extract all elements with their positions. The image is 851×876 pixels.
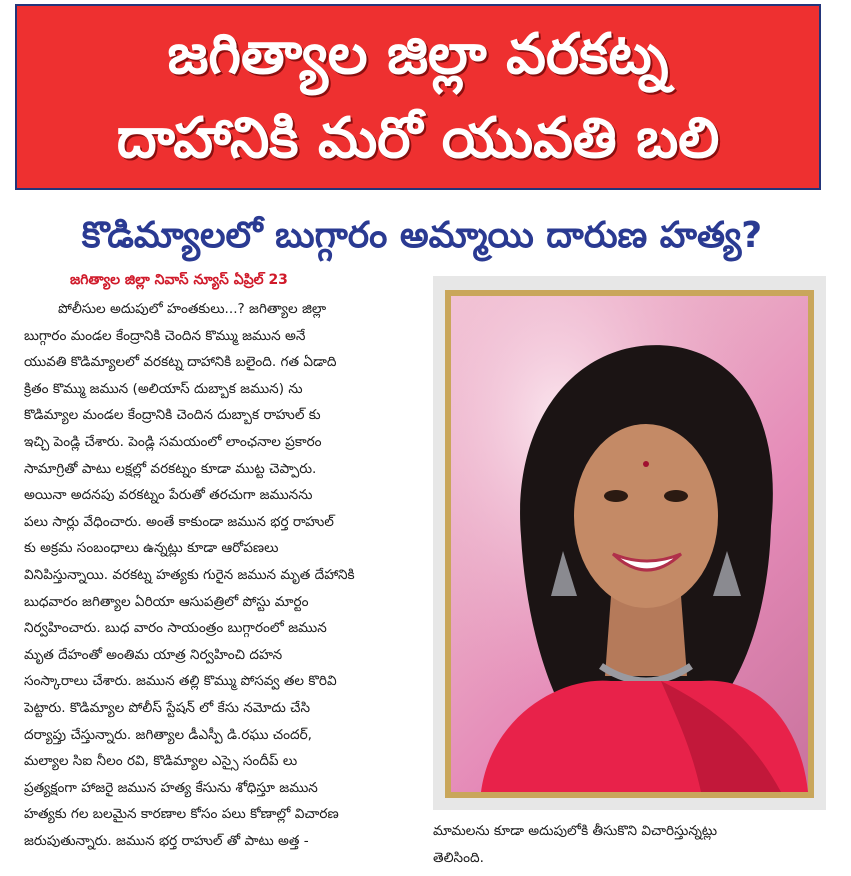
body-line: అయినా అదనపు వరకట్నం పేరుతో తరచుగా జమునను — [24, 487, 313, 504]
body-line: పోలీసుల అదుపులో హంతకులు...? జగిత్యాల జిల్లా — [58, 301, 327, 317]
body-line: మృత దేహంతో అంతిమ యాత్ర నిర్వహించి దహన — [24, 646, 283, 663]
body-line: ఇచ్చి పెండ్లి చేశారు. పెండ్లి సమయంలో లాంఛనాల ప్రకారం — [24, 433, 322, 450]
body-line: బుధవారం జగిత్యాల ఏరియా ఆసుపత్రిలో పోస్టు మార్టం — [24, 593, 309, 610]
article-continuation — [433, 818, 826, 871]
photo-frame — [433, 276, 826, 810]
article-body — [24, 296, 424, 854]
body-line: దర్యాప్తు చేస్తున్నారు. జగిత్యాల డీఎస్పీ డి.రఘు చందర్, — [24, 726, 312, 743]
body-line: బుగ్గారం మండల కేంద్రానికి చెందిన కొమ్ము జమున అనే — [24, 327, 306, 344]
dateline: జగిత్యాల జిల్లా నివాస్ న్యూస్ ఏప్రిల్ 23 — [70, 272, 288, 288]
portrait-illustration — [451, 296, 808, 792]
caption-line: తెలిసింది. — [433, 849, 484, 866]
caption-line: మామలను కూడా అదుపులోకి తీసుకొని విచారిస్తున్నట్లు — [433, 823, 718, 839]
body-line: సామాగ్రితో పాటు లక్షల్లో వరకట్నం కూడా ముట్ట చెప్పారు. — [24, 460, 317, 477]
headline-banner — [15, 4, 821, 190]
subheadline: కొడిమ్యాలలో బుగ్గారం అమ్మాయి దారుణ హత్య? — [81, 215, 763, 256]
portrait-photo — [445, 290, 814, 798]
headline-line-1: జగిత్యాల జిల్లా వరకట్న — [167, 22, 669, 87]
headline-line-2: దాహానికి మరో యువతి బలి — [116, 106, 720, 171]
body-line: మల్యాల సిఐ నీలం రవి, కొడిమ్యాల ఎస్సై సందీప్ లు — [24, 753, 298, 770]
body-line: వినిపిస్తున్నాయి. వరకట్న హత్యకు గురైన జమున మృత దేహానికి — [24, 566, 355, 583]
body-line: సంస్కారాలు చేశారు. జమున తల్లి కొమ్ము పోసవ్వ తల కొరివి — [24, 673, 337, 690]
body-line: ప్రత్యక్షంగా హాజరై జమున హత్య కేసును శోధిస్తూ జమున — [24, 779, 318, 796]
body-line: పెట్టారు. కొడిమ్యాల పోలీస్ స్టేషన్ లో కేసు నమోదు చేసి — [24, 699, 311, 716]
body-line: జరుపుతున్నారు. జమున భర్త రాహుల్ తో పాటు అత్త - — [24, 832, 309, 849]
body-line: క్రితం కొమ్ము జమున (అలియాస్ దుబ్బాక జమున) ను — [24, 380, 303, 397]
body-line: కొడిమ్యాల మండల కేంద్రానికి చెందిన దుబ్బాక రాహుల్ కు — [24, 407, 321, 424]
body-line: నిర్వహించారు. బుధ వారం సాయంత్రం బుగ్గారంలో జమున — [24, 620, 327, 637]
body-line: కు అక్రమ సంబంధాలు ఉన్నట్లు కూడా ఆరోపణలు — [24, 540, 279, 557]
body-line: హత్యకు గల బలమైన కారణాల కోసం పలు కోణాల్లో విచారణ — [24, 806, 339, 823]
body-line: పలు సార్లు వేధించారు. అంతే కాకుండా జమున భర్త రాహుల్ — [24, 513, 334, 530]
body-line: యువతి కొడిమ్యాలలో వరకట్న దాహానికి బలైంది. గత ఏడాది — [24, 354, 337, 371]
